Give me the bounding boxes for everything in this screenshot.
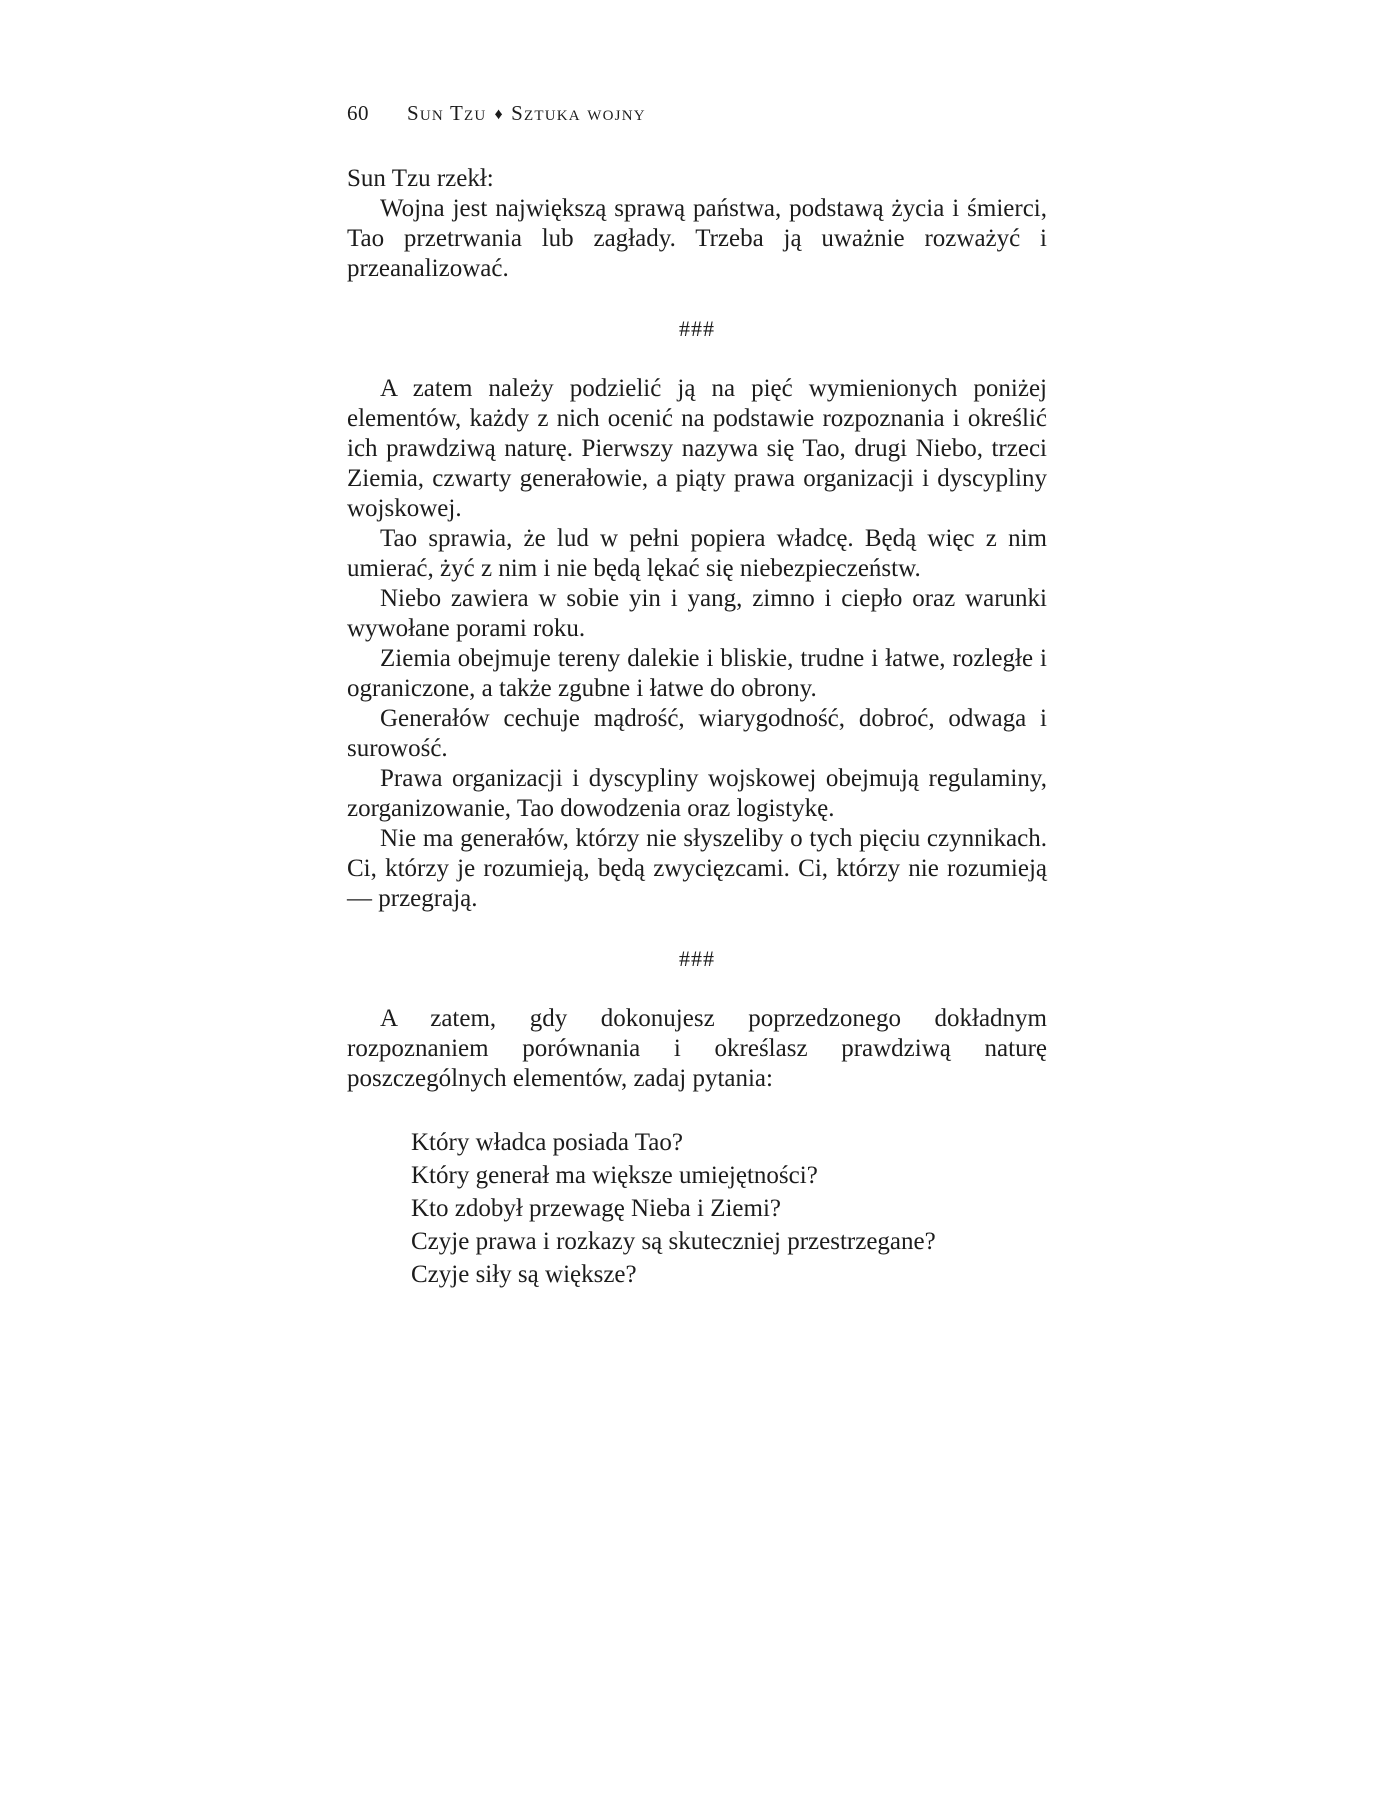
question-list	[411, 1128, 1047, 1290]
body-text	[347, 164, 1047, 1094]
paragraph: Nie ma generałów, którzy nie słyszeliby o tych pięciu czynnikach. Ci, którzy je rozumieją, będą zwycięzcami. Ci, którzy nie rozumieją — przegrają.	[347, 825, 1047, 912]
page-number: 60	[347, 101, 369, 125]
section-separator: ###	[679, 316, 715, 341]
question-item: Który władca posiada Tao?	[411, 1129, 683, 1156]
question-item: Czyje siły są większe?	[411, 1261, 637, 1288]
question-item: Który generał ma większe umiejętności?	[411, 1162, 818, 1189]
paragraph: Generałów cechuje mądrość, wiarygodność, dobroć, odwaga i surowość.	[347, 705, 1047, 762]
intro-paragraph: Wojna jest największą sprawą państwa, podstawą życia i śmierci, Tao przetrwania lub zagłady. Trzeba ją uważnie rozważyć i przeanalizować.	[347, 195, 1047, 282]
section-separator: ###	[679, 946, 715, 971]
paragraph: Niebo zawiera w sobie yin i yang, zimno i ciepło oraz warunki wywołane porami roku.	[347, 585, 1047, 642]
speaker-line: Sun Tzu rzekł:	[347, 165, 494, 192]
book-page	[347, 98, 1047, 1293]
paragraph: Tao sprawia, że lud w pełni popiera władcę. Będą więc z nim umierać, żyć z nim i nie będą lękać się niebezpieczeństw.	[347, 525, 1047, 582]
paragraph: A zatem należy podzielić ją na pięć wymienionych poniżej elementów, każdy z nich ocenić na podstawie rozpoznania i określić ich prawdziwą naturę. Pierwszy nazywa się Tao, drugi Niebo, trzeci Ziemia, czwarty generałowie, a piąty prawa organizacji i dyscypliny wojskowej.	[347, 375, 1047, 522]
question-item: Czyje prawa i rozkazy są skuteczniej przestrzegane?	[411, 1228, 936, 1255]
question-item: Kto zdobył przewagę Nieba i Ziemi?	[411, 1195, 781, 1222]
paragraph: Prawa organizacji i dyscypliny wojskowej obejmują regulaminy, zorganizowanie, Tao dowodzenia oraz logistykę.	[347, 765, 1047, 822]
paragraph: A zatem, gdy dokonujesz poprzedzonego dokładnym rozpoznaniem porównania i określasz prawdziwą naturę poszczególnych elementów, zadaj pytania:	[347, 1005, 1047, 1092]
paragraph: Ziemia obejmuje tereny dalekie i bliskie, trudne i łatwe, rozległe i ograniczone, a także zgubne i łatwe do obrony.	[347, 645, 1047, 702]
running-head-author: Sun Tzu	[407, 101, 487, 125]
running-head	[347, 98, 1047, 128]
running-head-title: Sztuka wojny	[511, 101, 646, 125]
diamond-separator-icon: ♦	[494, 106, 504, 123]
